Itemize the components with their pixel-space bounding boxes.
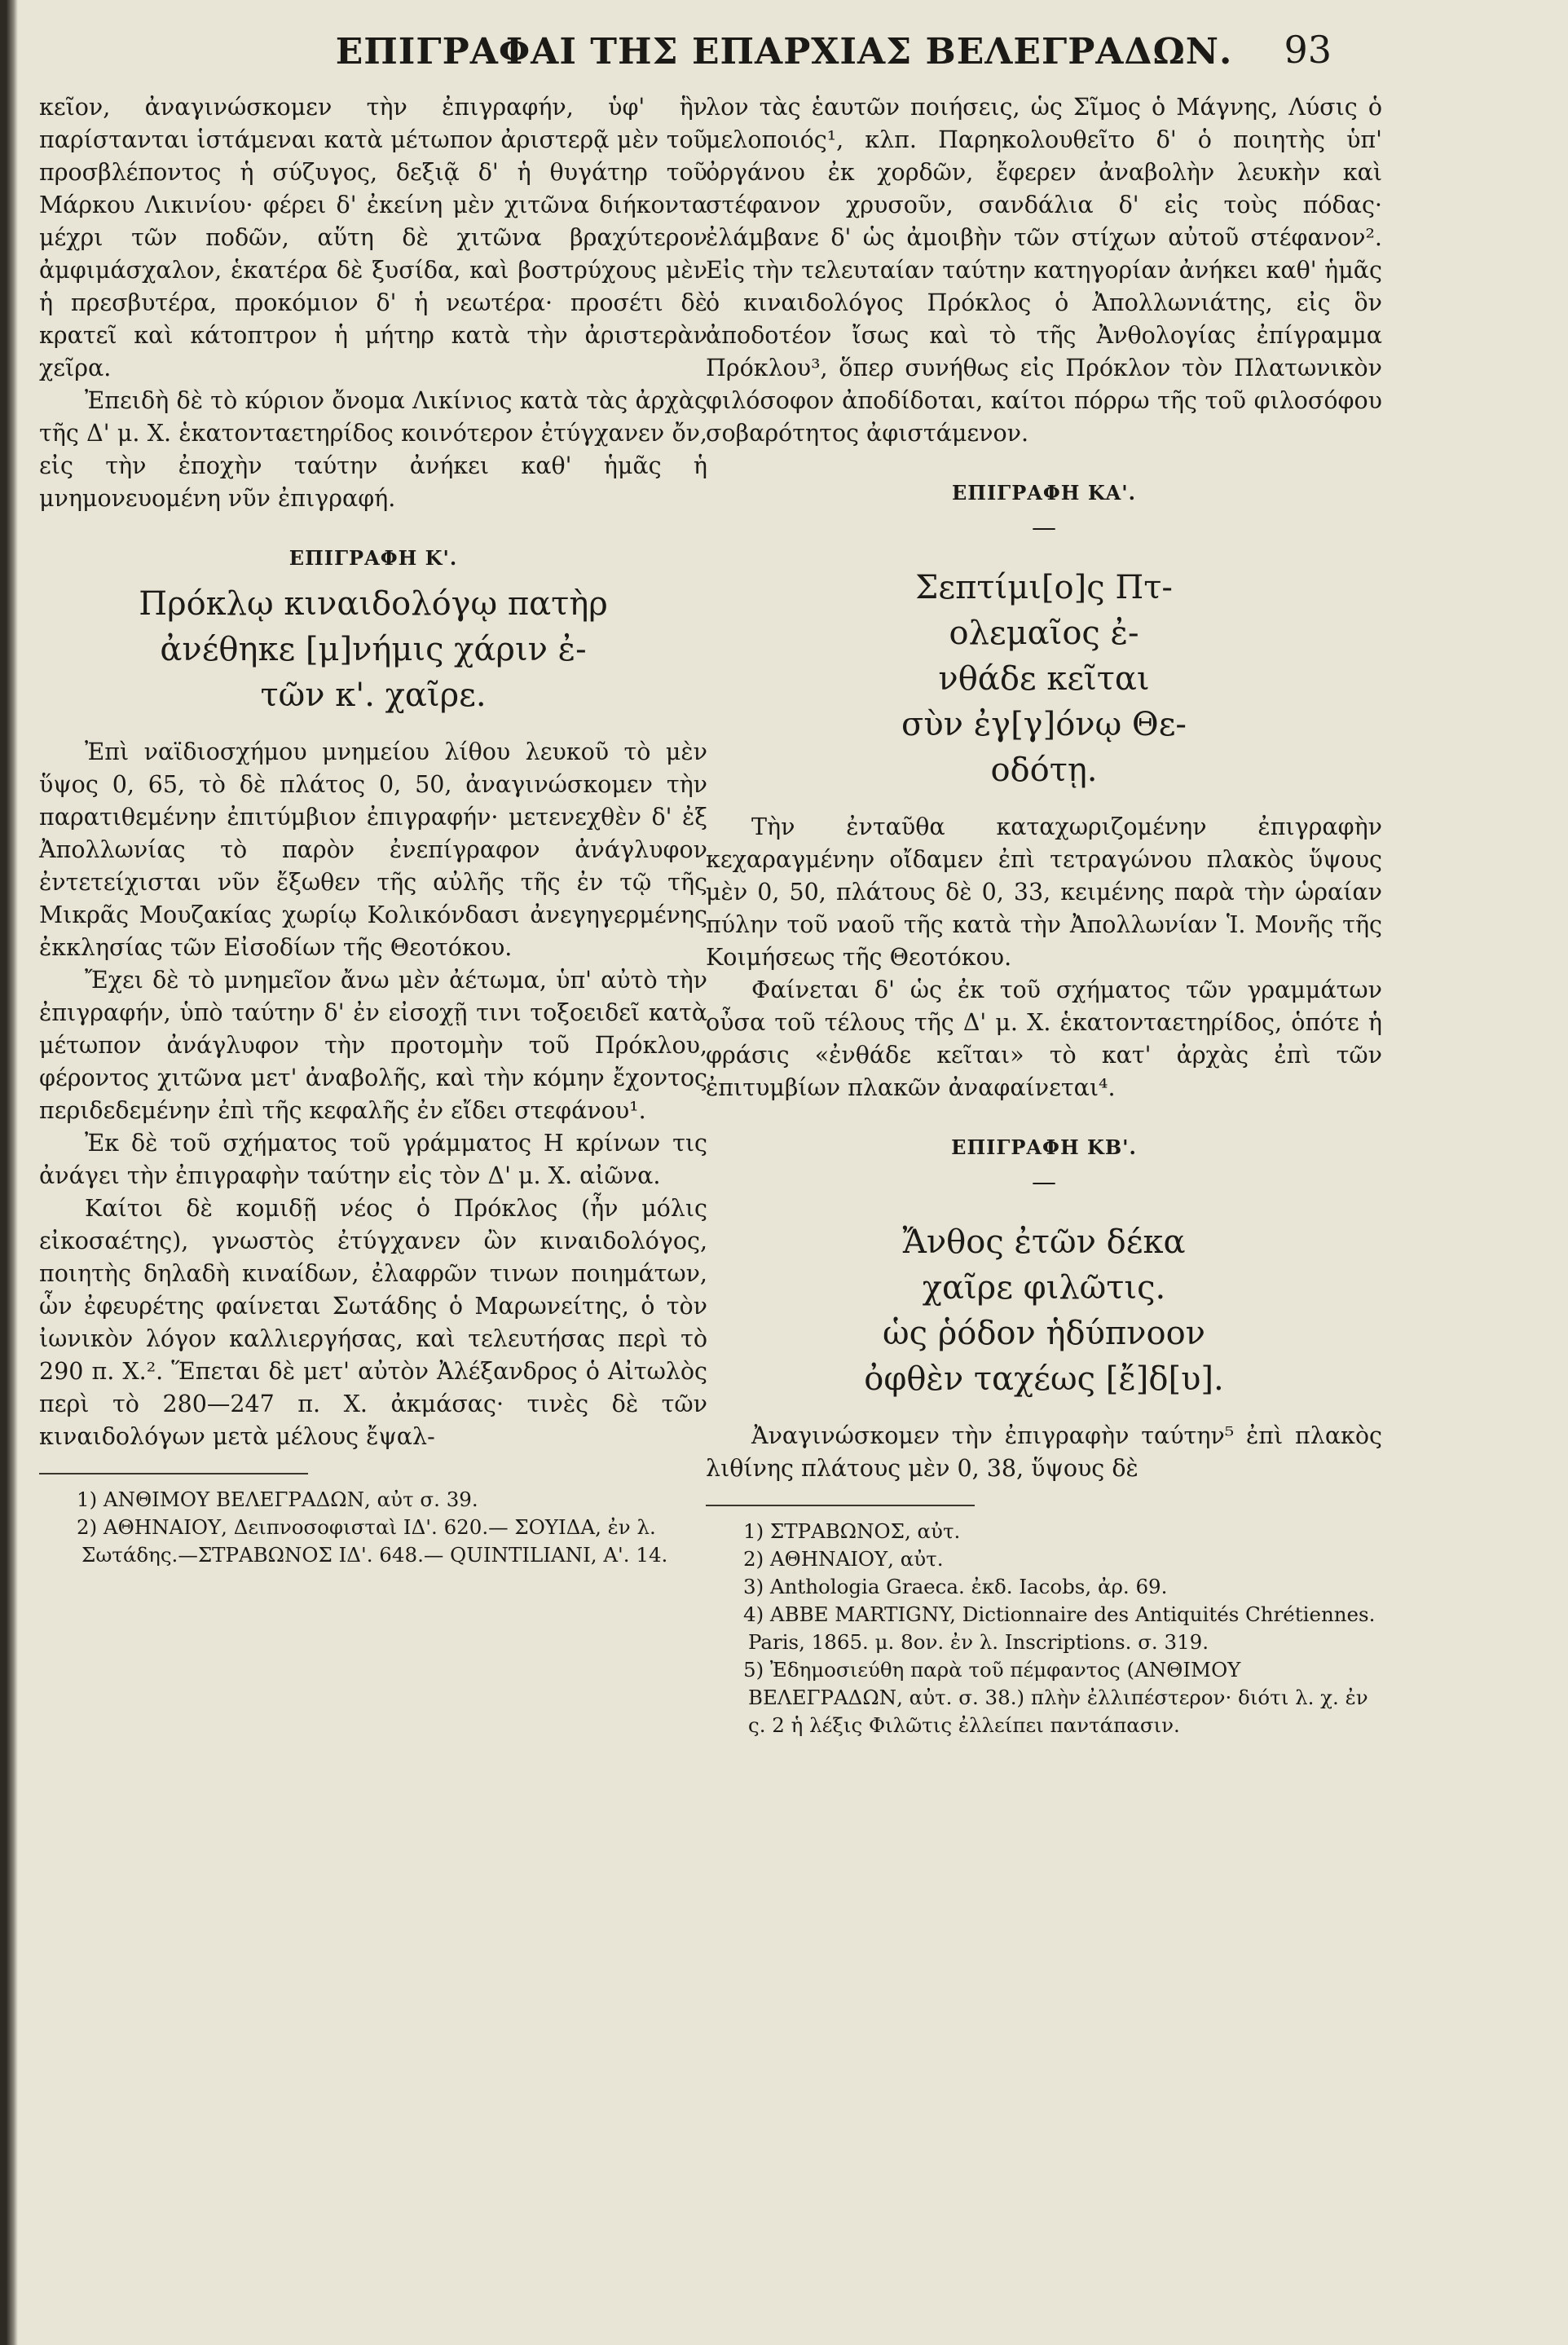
heading-dash: —	[1032, 514, 1056, 542]
footnote: 2) ΑΘΗΝΑΙΟΥ, Δειπνοσοφισταὶ ΙΔ'. 620.— ΣΟΥΙΔΑ, ἐν λ. Σωτάδης.—ΣΤΡΑΒΩΝΟΣ ΙΔ'. 648.— QUINTILIANI, Α'. 14.	[77, 1515, 668, 1567]
heading-dash: —	[1032, 1168, 1056, 1197]
inscription-line: ολεμαῖος ἐ-	[949, 615, 1139, 652]
inscription-line: νθάδε κεῖται	[938, 660, 1150, 698]
page-edge-shadow	[0, 0, 18, 2345]
inscription-line: σὺν ἐγ[γ]όνῳ Θε-	[901, 706, 1187, 743]
footnote-rule	[706, 1505, 975, 1506]
footnote: 1) ΣΤΡΑΒΩΝΟΣ, αὐτ.	[743, 1519, 961, 1543]
footnote: 5) Ἐδημοσιεύθη παρὰ τοῦ πέμφαντος (ΑΝΘΙΜΟΥ ΒΕΛΕΓΡΑΔΩΝ, αὐτ. σ. 38.) πλὴν ἐλλιπέστερον· διότι λ. χ. ἐν ς. 2 ἡ λέξις Φιλῶτις ἐλλείπει παντάπασιν.	[743, 1658, 1368, 1737]
paragraph: Ἀναγινώσκομεν τὴν ἐπιγραφὴν ταύτην⁵ ἐπὶ πλακὸς λιθίνης πλάτους μὲν 0, 38, ὕψους δὲ	[706, 1422, 1382, 1482]
paragraph: Ἐπὶ ναϊδιοσχήμου μνημείου λίθου λευκοῦ τὸ μὲν ὕψος 0, 65, τὸ δὲ πλάτος 0, 50, ἀναγινώσκομεν τὴν παρατιθεμένην ἐπιτύμβιον ἐπιγραφήν· μετενεχθὲν δ' ἐξ Ἀπολλωνίας τὸ παρὸν ἐνεπίγραφον ἀνάγλυφον ἐντετείχισται νῦν ἔξωθεν τῆς αὐλῆς τῆς ἐν τῷ τῆς Μικρᾶς Μουζακίας χωρίῳ Κολικόνδασι ἀνεγηγερμένης ἐκκλησίας τῶν Εἰσοδίων τῆς Θεοτόκου.	[39, 738, 707, 961]
section-heading: ΕΠΙΓΡΑΦΗ ΚΑ'.	[951, 481, 1136, 505]
inscription-line: χαῖρε φιλῶτις.	[922, 1269, 1166, 1307]
inscription-line: Πρόκλῳ κιναιδολόγῳ πατὴρ	[139, 585, 608, 623]
inscription-line: οδότῃ.	[990, 752, 1098, 789]
running-header	[0, 24, 1568, 90]
inscription-line: Ἄνθος ἐτῶν δέκα	[902, 1223, 1186, 1261]
inscription-block	[706, 565, 1382, 793]
page-number: 93	[1284, 28, 1332, 72]
paragraph: Ἐπειδὴ δὲ τὸ κύριον ὄνομα Λικίνιος κατὰ τὰς ἀρχὰς τῆς Δ' μ. Χ. ἑκατονταετηρίδος κοινότερον ἐτύγχανεν ὄν, εἰς τὴν ἐποχὴν ταύτην ἀνήκει καθ' ἡμᾶς ἡ μνημονευομένη νῦν ἐπιγραφή.	[39, 387, 707, 512]
header-title: ΕΠΙΓΡΑΦΑΙ ΤΗΣ ΕΠΑΡΧΙΑΣ ΒΕΛΕΓΡΑΔΩΝ.	[335, 31, 1233, 73]
right-column	[706, 91, 1382, 1739]
paragraph: Τὴν ἐνταῦθα καταχωριζομένην ἐπιγραφὴν κεχαραγμένην οἴδαμεν ἐπὶ τετραγώνου πλακὸς ὕψους μὲν 0, 50, πλάτους δὲ 0, 33, κειμένης παρὰ τὴν ὡραίαν πύλην τοῦ ναοῦ τῆς κατὰ τὴν Ἀπολλωνίαν Ἱ. Μονῆς τῆς Κοιμήσεως τῆς Θεοτόκου.	[706, 813, 1382, 971]
inscription-line: Σεπτίμι[ο]ς Πτ-	[915, 569, 1173, 606]
inscription-line: ὡς ῥόδον ἡδύπνοον	[883, 1315, 1205, 1352]
inscription-block	[706, 1219, 1382, 1402]
inscription-block	[39, 581, 707, 718]
footnote: 4) ABBE MARTIGNY, Dictionnaire des Antiquités Chrétiennes. Paris, 1865. μ. 8ον. ἐν λ. Inscriptions. σ. 319.	[743, 1602, 1376, 1654]
paragraph: Ἐκ δὲ τοῦ σχήματος τοῦ γράμματος Η κρίνων τις ἀνάγει τὴν ἐπιγραφὴν ταύτην εἰς τὸν Δ' μ. Χ. αἰῶνα.	[39, 1130, 707, 1189]
footnote: 2) ΑΘΗΝΑΙΟΥ, αὐτ.	[743, 1547, 944, 1571]
paragraph: λον τὰς ἑαυτῶν ποιήσεις, ὡς Σῖμος ὁ Μάγνης, Λύσις ὁ μελοποιός¹, κλπ. Παρηκολουθεῖτο δ' ὁ ποιητὴς ὑπ' ὀργάνου ἐκ χορδῶν, ἔφερεν ἀναβολὴν λευκὴν καὶ στέφανον χρυσοῦν, σανδάλια δ' εἰς τοὺς πόδας· ἐλάμβανε δ' ὡς ἀμοιβὴν τῶν στίχων αὐτοῦ στέφανον². Εἰς τὴν τελευταίαν ταύτην κατηγορίαν ἀνήκει καθ' ἡμᾶς ὁ κιναιδολόγος Πρόκλος ὁ Ἀπολλωνιάτης, εἰς ὃν ἀποδοτέον ἴσως καὶ τὸ τῆς Ἀνθολογίας ἐπίγραμμα Πρόκλου³, ὅπερ συνήθως εἰς Πρόκλον τὸν Πλατωνικὸν φιλόσοφον ἀποδίδοται, καίτοι πόρρω τῆς τοῦ φιλοσόφου σοβαρότητος ἀφιστάμενον.	[706, 94, 1382, 447]
paragraph: κεῖον, ἀναγινώσκομεν τὴν ἐπιγραφήν, ὑφ' ἣν παρίστανται ἱστάμεναι κατὰ μέτωπον ἀριστερᾷ μὲν τοῦ προσβλέποντος ἡ σύζυγος, δεξιᾷ δ' ἡ θυγάτηρ τοῦ Μάρκου Λικινίου· φέρει δ' ἐκείνη μὲν χιτῶνα διήκοντα μέχρι τῶν ποδῶν, αὕτη δὲ χιτῶνα βραχύτερον ἀμφιμάσχαλον, ἑκατέρα δὲ ξυσίδα, καὶ βοστρύχους μὲν ἡ πρεσβυτέρα, προκόμιον δ' ἡ νεωτέρα· προσέτι δὲ κρατεῖ καὶ κάτοπτρον ἡ μήτηρ κατὰ τὴν ἀριστερὰν χεῖρα.	[39, 94, 707, 381]
section-heading: ΕΠΙΓΡΑΦΗ ΚΒ'.	[951, 1135, 1137, 1159]
inscription-line: ἀνέθηκε [μ]νήμις χάριν ἐ-	[160, 631, 587, 668]
left-column	[39, 91, 707, 1569]
footnote: 3) Anthologia Graeca. ἐκδ. Iacobs, ἀρ. 69.	[743, 1575, 1168, 1598]
paragraph: Καίτοι δὲ κομιδῇ νέος ὁ Πρόκλος (ἦν μόλις εἰκοσαέτης), γνωστὸς ἐτύγχανεν ὢν κιναιδολόγος, ποιητὴς δηλαδὴ κιναίδων, ἐλαφρῶν τινων ποιημάτων, ὧν ἐφευρέτης φαίνεται Σωτάδης ὁ Μαρωνείτης, ὁ τὸν ἰωνικὸν λόγον καλλιεργήσας, καὶ τελευτήσας περὶ τὸ 290 π. Χ.². Ἕπεται δὲ μετ' αὐτὸν Ἀλέξανδρος ὁ Αἰτωλὸς περὶ τὸ 280—247 π. Χ. ἀκμάσας· τινὲς δὲ τῶν κιναιδολόγων μετὰ μέλους ἔψαλ-	[39, 1195, 707, 1450]
paragraph: Ἔχει δὲ τὸ μνημεῖον ἄνω μὲν ἀέτωμα, ὑπ' αὐτὸ τὴν ἐπιγραφήν, ὑπὸ ταύτην δ' ἐν εἰσοχῇ τινι τοξοειδεῖ κατὰ μέτωπον ἀνάγλυφον τὴν προτομὴν τοῦ Πρόκλου, φέροντος χιτῶνα μετ' ἀναβολῆς, καὶ τὴν κόμην ἔχοντος περιδεδεμένην ἐπὶ τῆς κεφαλῆς ἐν εἴδει στεφάνου¹.	[39, 967, 707, 1124]
footnote-rule	[39, 1473, 308, 1474]
paragraph: Φαίνεται δ' ὡς ἐκ τοῦ σχήματος τῶν γραμμάτων οὖσα τοῦ τέλους τῆς Δ' μ. Χ. ἑκατονταετηρίδος, ὁπότε ἡ φράσις «ἐνθάδε κεῖται» τὸ κατ' ἀρχὰς ἐπὶ τῶν ἐπιτυμβίων πλακῶν ἀναφαίνεται⁴.	[706, 976, 1382, 1101]
footnote: 1) ΑΝΘΙΜΟΥ ΒΕΛΕΓΡΑΔΩΝ, αὐτ σ. 39.	[77, 1488, 478, 1511]
inscription-line: τῶν κ'. χαῖρε.	[260, 677, 487, 714]
section-heading: ΕΠΙΓΡΑΦΗ Κ'.	[288, 546, 458, 570]
inscription-line: ὀφθὲν ταχέως [ἔ]δ[υ].	[864, 1360, 1224, 1398]
